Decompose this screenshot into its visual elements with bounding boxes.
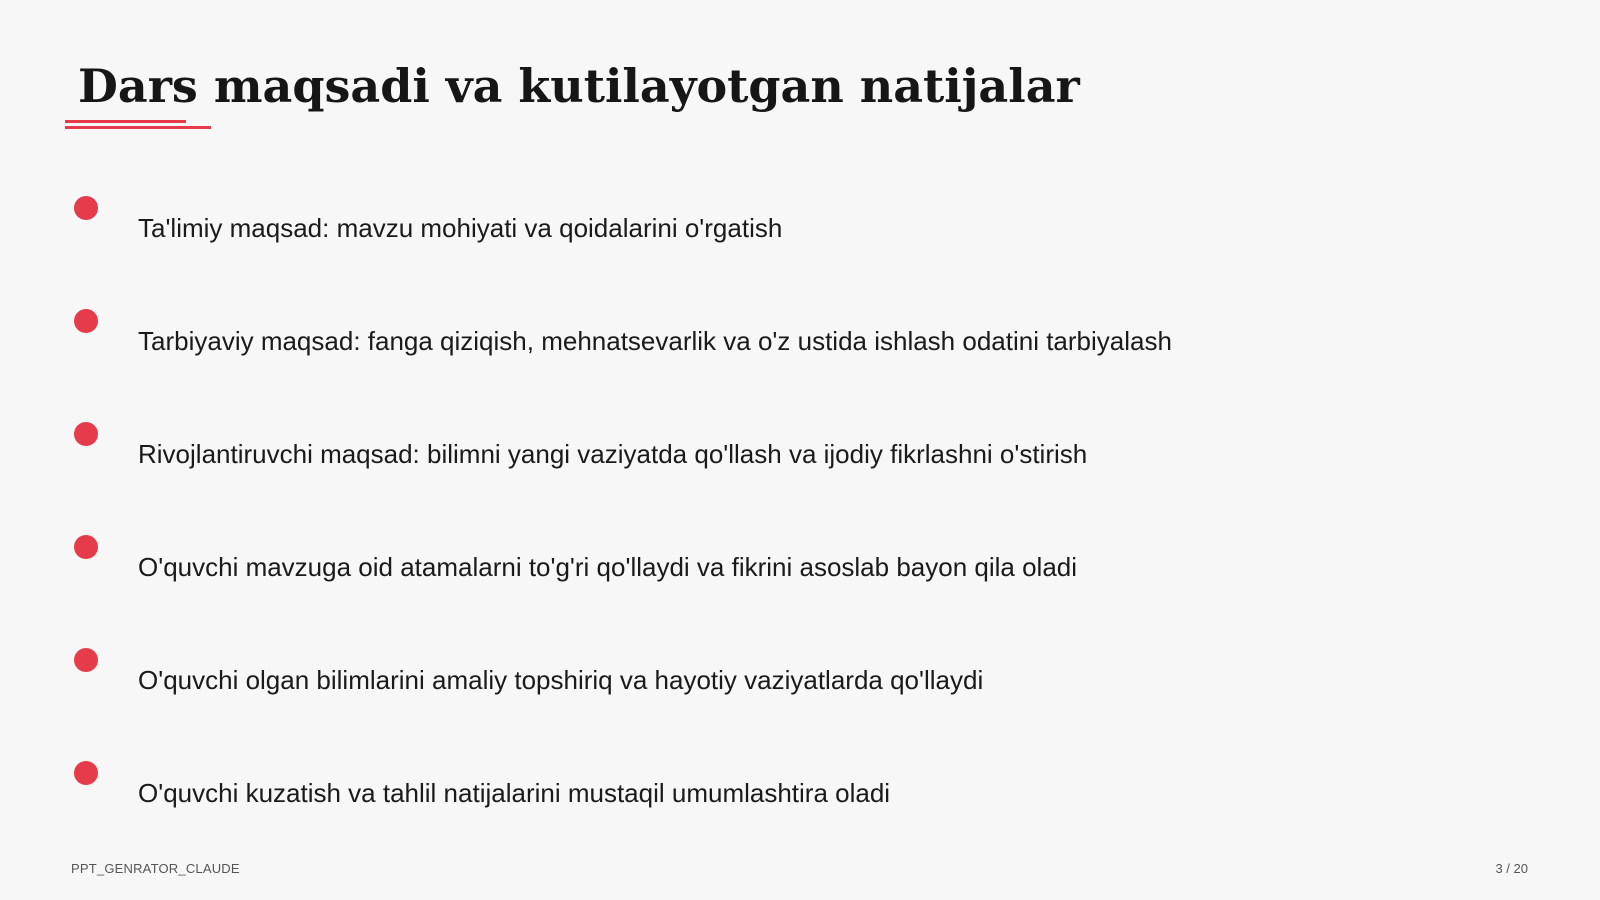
bullet-text: O'quvchi olgan bilimlarini amaliy topshiriq va hayotiy vaziyatlarda qo'llaydi [138,665,984,695]
bullet-item [72,648,1472,708]
page-indicator: 3 / 20 [1495,861,1528,876]
bullet-dot-icon [74,535,98,559]
bullet-dot-icon [74,761,98,785]
bullet-text: O'quvchi kuzatish va tahlil natijalarini mustaqil umumlashtira oladi [138,778,891,808]
footer-source-label: PPT_GENRATOR_CLAUDE [71,861,240,876]
bullet-item [72,535,1472,595]
slide-title: Dars maqsadi va kutilayotgan natijalar [78,59,1080,113]
bullet-text: O'quvchi mavzuga oid atamalarni to'g'ri qo'llaydi va fikrini asoslab bayon qila oladi [138,552,1078,582]
bullet-dot-icon [74,196,98,220]
bullet-item [72,422,1472,482]
bullet-item [72,309,1472,369]
bullet-dot-icon [74,648,98,672]
bullet-item [72,761,1472,821]
bullet-dot-icon [74,309,98,333]
bullet-dot-icon [74,422,98,446]
bullet-text: Rivojlantiruvchi maqsad: bilimni yangi vaziyatda qo'llash va ijodiy fikrlashni o'stirish [138,439,1088,469]
bullet-text: Tarbiyaviy maqsad: fanga qiziqish, mehnatsevarlik va o'z ustida ishlash odatini tarbiyalash [138,326,1172,356]
bullet-text: Ta'limiy maqsad: mavzu mohiyati va qoidalarini o'rgatish [138,213,783,243]
bullet-item [72,196,1472,256]
